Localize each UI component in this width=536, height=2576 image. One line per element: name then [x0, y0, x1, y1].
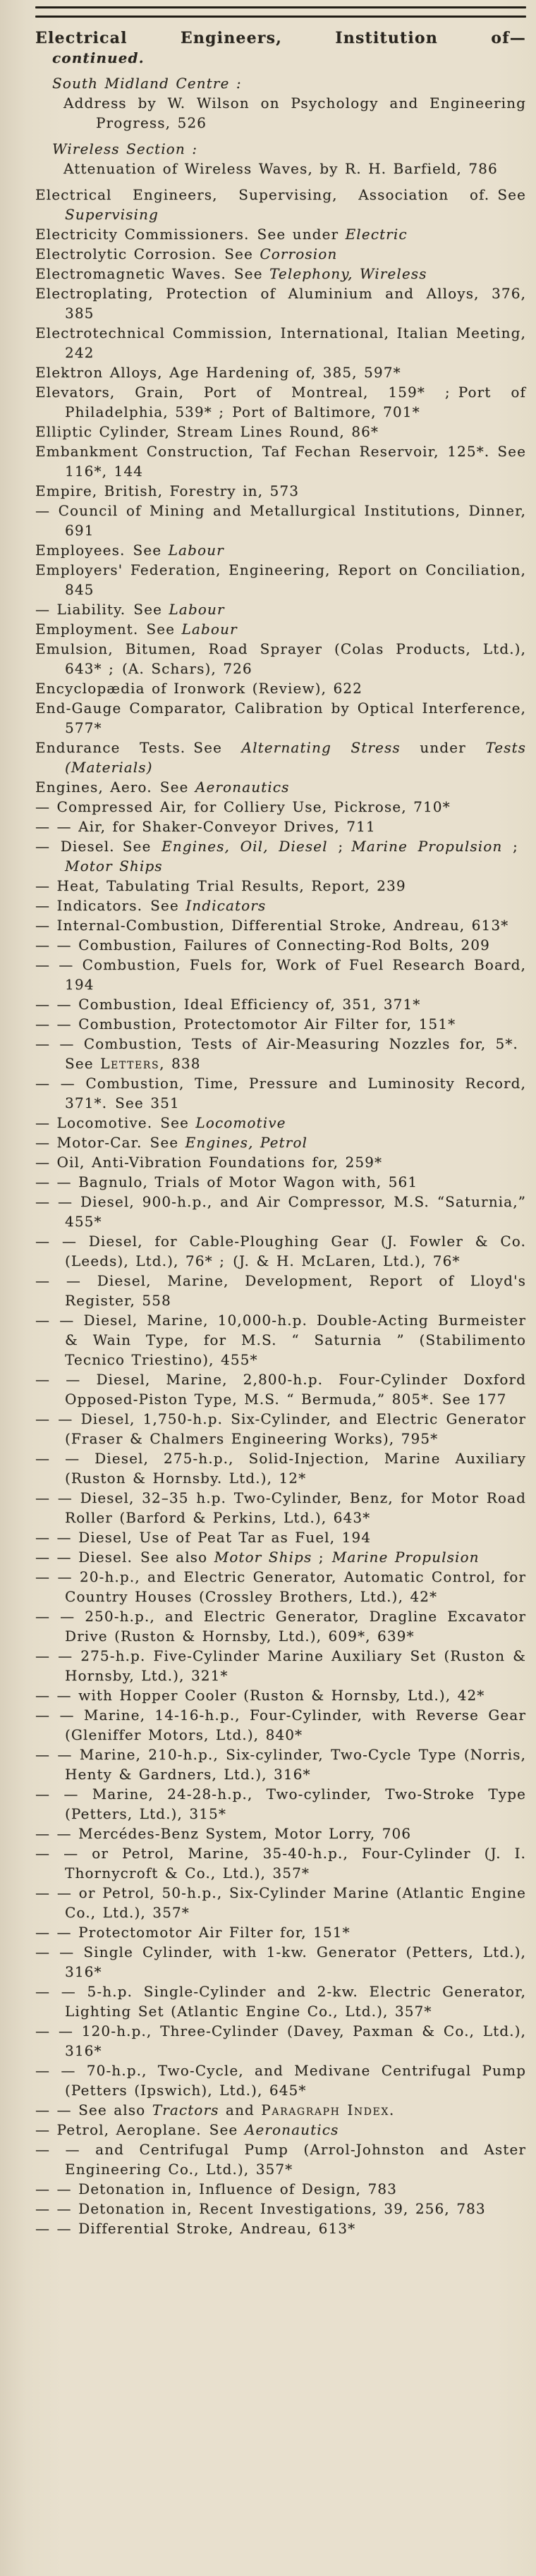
index-entry: Electricity Commissioners. See under Electric	[35, 226, 408, 243]
header-section	[35, 73, 526, 133]
index-entry: Empire, British, Forestry in, 573	[35, 482, 300, 499]
index-entry: — — Single Cylinder, with 1-kw. Generator (Petters, Ltd.), 316*	[35, 1943, 526, 1980]
index-entry: Endurance Tests. See Alternating Stress under Tests (Materials)	[35, 739, 526, 776]
index-entry: — — 70-h.p., Two-Cycle, and Medivane Centrifugal Pump (Petters (Ipswich), Ltd.), 645*	[35, 2062, 526, 2099]
index-entry: — — and Centrifugal Pump (Arrol-Johnston and Aster Engineering Co., Ltd.), 357*	[35, 2141, 526, 2178]
index-entry: — Compressed Air, for Colliery Use, Pickrose, 710*	[35, 798, 451, 815]
index-entry: — — with Hopper Cooler (Ruston & Hornsby, Ltd.), 42*	[35, 1687, 485, 1704]
index-entry: — — 120-h.p., Three-Cylinder (Davey, Paxman & Co., Ltd.), 316*	[35, 2022, 526, 2059]
header-section	[35, 139, 526, 178]
index-entry: — — Differential Stroke, Andreau, 613*	[35, 2220, 356, 2237]
section-item: Address by W. Wilson on Psychology and Engineering Progress, 526	[63, 94, 526, 131]
index-entry: — Indicators. See Indicators	[35, 897, 267, 914]
page-title: Electrical Engineers, Institution of—	[35, 29, 526, 47]
section-heading: South Midland Centre :	[52, 75, 242, 92]
index-entries	[35, 185, 526, 2238]
top-rule-upper	[35, 6, 526, 8]
top-rule-lower	[35, 16, 526, 18]
index-entry: Electroplating, Protection of Aluminium and Alloys, 376, 385	[35, 285, 526, 322]
index-entry: — Petrol, Aeroplane. See Aeronautics	[35, 2121, 339, 2138]
index-entry: Elliptic Cylinder, Stream Lines Round, 86*	[35, 423, 379, 440]
index-entry: — Motor-Car. See Engines, Petrol	[35, 1134, 307, 1151]
index-entry: — — 275-h.p. Five-Cylinder Marine Auxiliary Set (Ruston & Hornsby, Ltd.), 321*	[35, 1647, 526, 1684]
index-entry: Electromagnetic Waves. See Telephony, Wireless	[35, 265, 427, 282]
index-entry: — — Mercédes-Benz System, Motor Lorry, 706	[35, 1825, 412, 1842]
index-entry: — — Combustion, Fuels for, Work of Fuel Research Board, 194	[35, 956, 526, 993]
index-entry: — — Diesel, 1,750-h.p. Six-Cylinder, and Electric Generator (Fraser & Chalmers Engineering Works), 795*	[35, 1410, 526, 1447]
index-entry: — — Diesel, Use of Peat Tar as Fuel, 194	[35, 1529, 372, 1546]
section-heading: Wireless Section :	[52, 140, 198, 157]
index-entry: — Liability. See Labour	[35, 601, 225, 618]
index-entry: — — Protectomotor Air Filter for, 151*	[35, 1924, 351, 1941]
index-entry: Embankment Construction, Taf Fechan Reservoir, 125*. See 116*, 144	[35, 443, 526, 480]
index-entry: Employees. See Labour	[35, 542, 224, 558]
index-entry: — — Detonation in, Recent Investigations, 39, 256, 783	[35, 2200, 486, 2217]
index-entry: Encyclopædia of Ironwork (Review), 622	[35, 680, 363, 697]
index-entry: — — Detonation in, Influence of Design, 783	[35, 2180, 397, 2197]
index-entry: — — Diesel. See also Motor Ships ; Marine Propulsion	[35, 1549, 480, 1565]
index-entry: Electrotechnical Commission, International, Italian Meeting, 242	[35, 324, 526, 361]
index-entry: — — Combustion, Protectomotor Air Filter for, 151*	[35, 1015, 456, 1032]
index-entry: — — Diesel, Marine, Development, Report of Lloyd's Register, 558	[35, 1272, 526, 1309]
index-entry: — — or Petrol, 50-h.p., Six-Cylinder Marine (Atlantic Engine Co., Ltd.), 357*	[35, 1884, 526, 1921]
index-entry: End-Gauge Comparator, Calibration by Optical Interference, 577*	[35, 700, 526, 736]
index-entry: — — Air, for Shaker-Conveyor Drives, 711	[35, 818, 376, 835]
index-entry: — — Marine, 14-16-h.p., Four-Cylinder, with Reverse Gear (Gleniffer Motors, Ltd.), 840*	[35, 1707, 526, 1743]
index-entry: — Council of Mining and Metallurgical Institutions, Dinner, 691	[35, 502, 526, 539]
index-entry: — — Diesel, 32–35 h.p. Two-Cylinder, Benz, for Motor Road Roller (Barford & Perkins, Ltd.), 643*	[35, 1489, 526, 1526]
index-entry: — — Diesel, for Cable-Ploughing Gear (J. Fowler & Co. (Leeds), Ltd.), 76* ; (J. & H. McLaren, Ltd.), 76*	[35, 1233, 526, 1269]
index-entry: Elevators, Grain, Port of Montreal, 159* ; Port of Philadelphia, 539* ; Port of Baltimore, 701*	[35, 384, 526, 420]
index-entry: — Internal-Combustion, Differential Stroke, Andreau, 613*	[35, 917, 509, 934]
continued-label: continued.	[52, 49, 145, 66]
index-entry: Emulsion, Bitumen, Road Sprayer (Colas Products, Ltd.), 643* ; (A. Schars), 726	[35, 640, 526, 677]
index-entry: — Locomotive. See Locomotive	[35, 1114, 286, 1131]
index-entry: — Diesel. See Engines, Oil, Diesel ; Marine Propulsion ; Motor Ships	[35, 838, 526, 874]
index-entry: — — 20-h.p., and Electric Generator, Automatic Control, for Country Houses (Crossley Brothers, Ltd.), 42*	[35, 1568, 526, 1605]
index-entry: — — Marine, 24-28-h.p., Two-cylinder, Two-Stroke Type (Petters, Ltd.), 315*	[35, 1786, 526, 1822]
index-entry: — Oil, Anti-Vibration Foundations for, 259*	[35, 1154, 383, 1171]
index-entry: — — Diesel, 275-h.p., Solid-Injection, Marine Auxiliary (Ruston & Hornsby. Ltd.), 12*	[35, 1450, 526, 1487]
index-entry: Electrical Engineers, Supervising, Association of. See Supervising	[35, 186, 526, 223]
index-entry: — — Diesel, Marine, 2,800-h.p. Four-Cylinder Doxford Opposed-Piston Type, M.S. “ Bermuda,” 805*. See 177	[35, 1371, 526, 1408]
index-entry: — — 5-h.p. Single-Cylinder and 2-kw. Electric Generator, Lighting Set (Atlantic Engine Co., Ltd.), 357*	[35, 1983, 526, 2020]
double-rule	[35, 6, 526, 18]
index-entry: Employment. See Labour	[35, 621, 238, 637]
header-sections	[35, 73, 526, 178]
index-entry: — — Combustion, Tests of Air-Measuring Nozzles for, 5*. See Letters, 838	[35, 1035, 526, 1072]
index-entry: — — or Petrol, Marine, 35-40-h.p., Four-Cylinder (J. I. Thornycroft & Co., Ltd.), 357*	[35, 1845, 526, 1881]
index-entry: Employers' Federation, Engineering, Report on Conciliation, 845	[35, 561, 526, 598]
index-entry: — — Combustion, Failures of Connecting-Rod Bolts, 209	[35, 936, 490, 953]
index-entry: Electrolytic Corrosion. See Corrosion	[35, 245, 338, 262]
index-entry: — — Combustion, Time, Pressure and Luminosity Record, 371*. See 351	[35, 1075, 526, 1111]
index-entry: — — Bagnulo, Trials of Motor Wagon with, 561	[35, 1173, 418, 1190]
index-entry: — — Marine, 210-h.p., Six-cylinder, Two-Cycle Type (Norris, Henty & Gardners, Ltd.), 316*	[35, 1746, 526, 1783]
index-entry: — Heat, Tabulating Trial Results, Report, 239	[35, 877, 406, 894]
index-entry: — — Combustion, Ideal Efficiency of, 351, 371*	[35, 996, 421, 1013]
index-entry: — — Diesel, Marine, 10,000-h.p. Double-Acting Burmeister & Wain Type, for M.S. “ Saturnia ” (Stabilimento Tecnico Triestino), 455*	[35, 1312, 526, 1368]
index-entry: Engines, Aero. See Aeronautics	[35, 779, 290, 795]
index-entry: — — Diesel, 900-h.p., and Air Compressor, M.S. “Saturnia,” 455*	[35, 1193, 526, 1230]
index-entry: Elektron Alloys, Age Hardening of, 385, 597*	[35, 364, 401, 381]
section-item: Attenuation of Wireless Waves, by R. H. Barfield, 786	[63, 160, 498, 177]
index-entry: — — See also Tractors and Paragraph Index.	[35, 2101, 395, 2118]
index-entry: — — 250-h.p., and Electric Generator, Dragline Excavator Drive (Ruston & Hornsby, Ltd.), 609*, 639*	[35, 1608, 526, 1644]
